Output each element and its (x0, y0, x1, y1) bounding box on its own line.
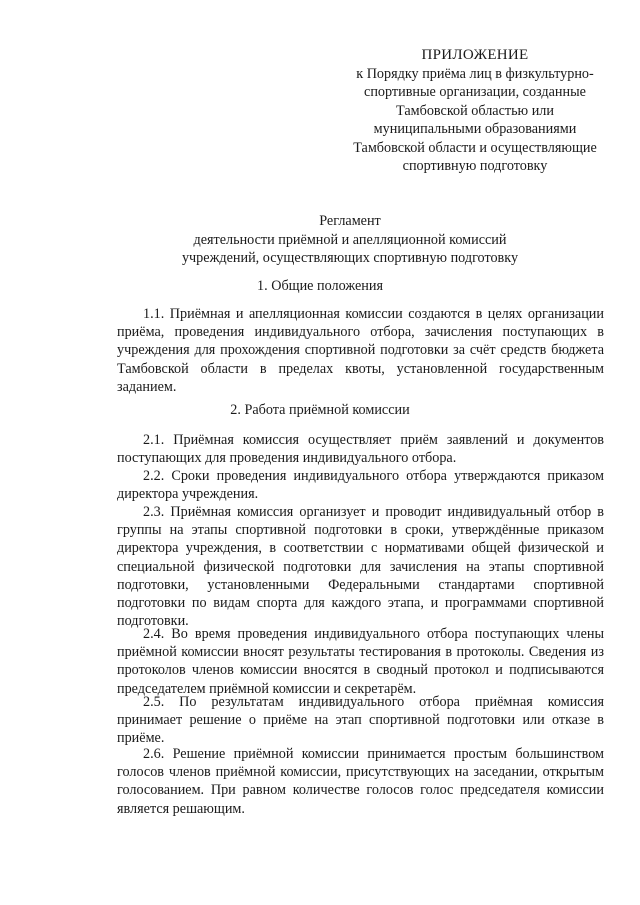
paragraph-2-3: 2.3. Приёмная комиссия организует и проводит индивидуальный отбор в группы на этапы спортивной подготовки в сроки, утверждённые приказом директора учреждения, в соответствии с нормативами общей физической и специальной физической подготовки для зачисления на этапы спортивной подготовки, установленными Федеральными стандартами спортивной подготовки по видам спорта для каждого этапа, и программами спортивной подготовки. (117, 504, 604, 630)
appendix-line: спортивные организации, созданные (364, 84, 586, 100)
appendix-line: Тамбовской области и осуществляющие (353, 139, 597, 156)
section-title-admission: 2. Работа приёмной комиссии (230, 402, 410, 418)
paragraph-2-5: 2.5. По результатам индивидуального отбора приёмная комиссия принимает решение о приёме на этап спортивной подготовки или отказе в приёме. (117, 694, 604, 747)
paragraph-2-4: 2.4. Во время проведения индивидуального отбора поступающих члены приёмной комиссии вносят результаты тестирования в протоколы. Сведения из протоколов членов комиссии вносятся в сводный протокол и подписываются председателем приёмной комиссии и секретарём. (117, 626, 604, 697)
appendix-line: Тамбовской областью или (396, 102, 554, 119)
paragraph-2-6: 2.6. Решение приёмной комиссии принимается простым большинством голосов членов приёмной комиссии, присутствующих на заседании, открытым голосованием. При равном количестве голосов голос председателя комиссии является решающим. (117, 746, 604, 817)
appendix-block (330, 46, 620, 176)
regulation-title-block (150, 212, 550, 268)
regulation-subtitle-line: учреждений, осуществляющих спортивную подготовку (181, 250, 519, 266)
regulation-subtitle-line: деятельности приёмной и апелляционной комиссий (193, 231, 507, 248)
appendix-line: к Порядку приёма лиц в физкультурно- (356, 65, 594, 82)
paragraph-2-2: 2.2. Сроки проведения индивидуального отбора утверждаются приказом директора учреждения. (117, 468, 604, 503)
paragraph-1-1: 1.1. Приёмная и апелляционная комиссии создаются в целях организации приёма, проведения индивидуального отбора, зачисления поступающих в учреждения для прохождения спортивной подготовки за счёт средств бюджета Тамбовской области в пределах квоты, установленной государственным заданием. (117, 306, 604, 395)
paragraph-2-1: 2.1. Приёмная комиссия осуществляет приём заявлений и документов поступающих для проведения индивидуального отбора. (117, 432, 604, 467)
regulation-title: Регламент (319, 213, 381, 229)
section-title-general: 1. Общие положения (257, 278, 383, 294)
appendix-heading: ПРИЛОЖЕНИЕ (421, 47, 529, 63)
appendix-line: муниципальными образованиями (373, 121, 577, 137)
appendix-line: спортивную подготовку (402, 158, 548, 174)
